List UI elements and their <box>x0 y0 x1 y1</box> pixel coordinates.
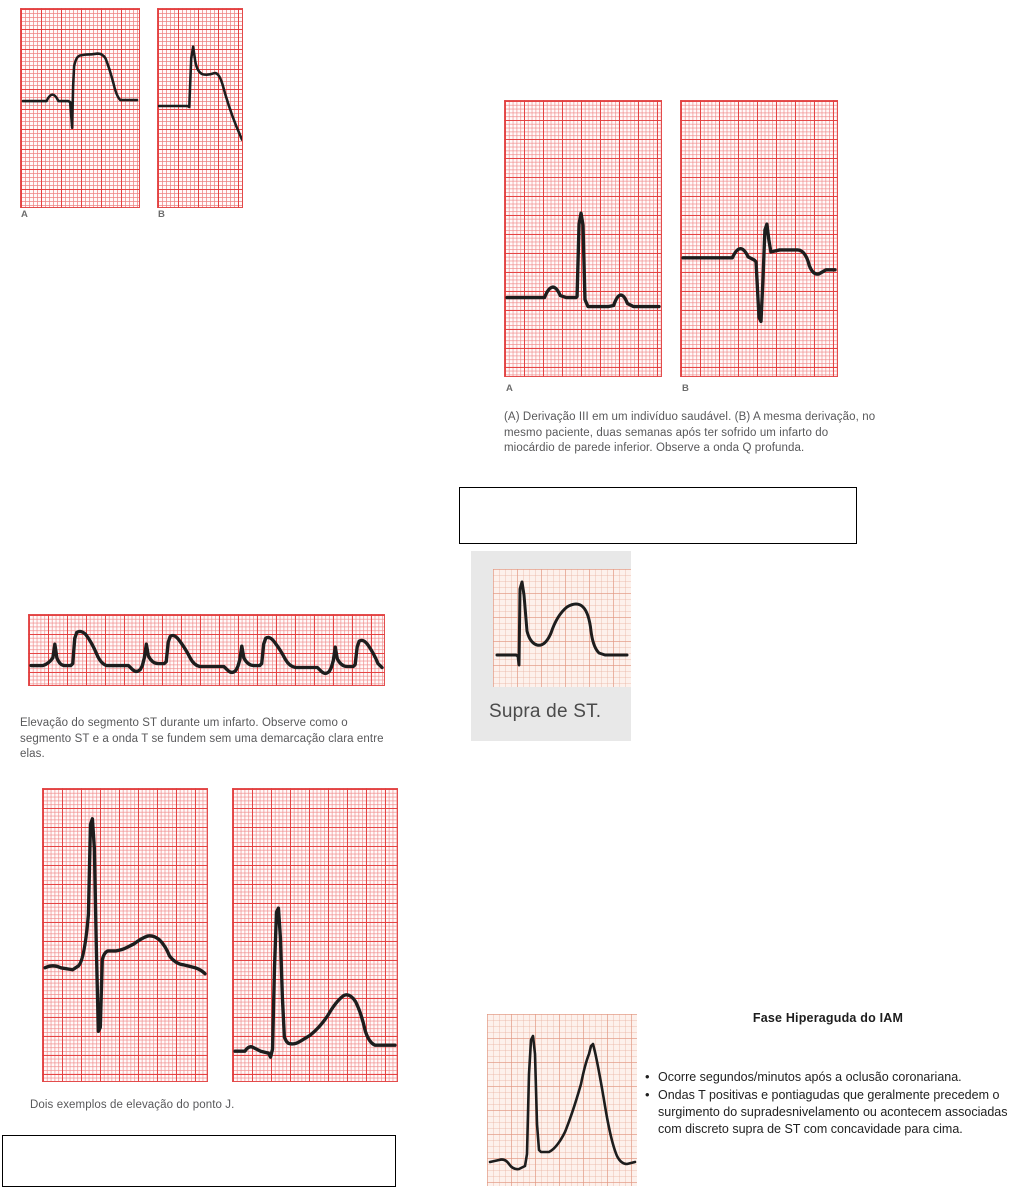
ecg-panel-top-left-a <box>20 8 140 208</box>
ecg-panel-derivacao-b <box>680 100 838 377</box>
ecg-trace-j-point-right <box>233 789 397 1081</box>
panel-letter-derivacao-a: A <box>506 383 514 394</box>
ecg-panel-j-point-right <box>232 788 398 1082</box>
hyperacute-title: Fase Hiperaguda do IAM <box>752 1011 904 1025</box>
ecg-panel-derivacao-a <box>504 100 662 377</box>
ecg-panel-j-point-left <box>42 788 208 1082</box>
ecg-trace-top-left-b <box>158 9 242 207</box>
ecg-trace-hyperacute <box>487 1014 637 1186</box>
placeholder-box-upper-right[interactable] <box>459 487 857 544</box>
ecg-trace-j-point-left <box>43 789 207 1081</box>
panel-letter-top-left-a: A <box>21 209 29 220</box>
ecg-trace-supra-de-st <box>493 569 631 687</box>
ecg-trace-st-elevation-strip <box>29 615 384 685</box>
caption-st-elevation-strip: Elevação do segmento ST durante um infarto. Observe como o segmento ST e a onda T se fundem sem uma demarcação clara entre elas. <box>20 717 384 760</box>
ecg-panel-st-elevation-strip <box>28 614 385 686</box>
ecg-panel-hyperacute <box>487 1014 637 1186</box>
ecg-trace-derivacao-a <box>505 101 661 376</box>
ecg-panel-top-left-b <box>157 8 243 208</box>
panel-letter-top-left-b: B <box>158 209 166 220</box>
placeholder-box-bottom-left[interactable] <box>2 1135 396 1187</box>
ecg-trace-derivacao-b <box>681 101 837 376</box>
ecg-trace-top-left-a <box>21 9 139 207</box>
caption-derivacao-iii: (A) Derivação III em um indivíduo saudável. (B) A mesma derivação, no mesmo paciente, duas semanas após ter sofrido um infarto do miocárdio de parede inferior. Observe a onda Q profunda. <box>504 411 876 454</box>
hyperacute-bullet-item: • Ocorre segundos/minutos após a oclusão coronariana. <box>645 1069 1015 1086</box>
hyperacute-bullet-item: • Ondas T positivas e pontiagudas que geralmente precedem o surgimento do supradesnivelamento ou acontecem associadas com discreto supra de ST com concavidade para cima. <box>645 1087 1015 1138</box>
panel-letter-derivacao-b: B <box>682 383 690 394</box>
caption-j-point: Dois exemplos de elevação do ponto J. <box>30 1099 235 1111</box>
supra-de-st-card[interactable] <box>471 551 631 741</box>
ecg-panel-supra-de-st <box>493 569 631 687</box>
supra-de-st-label: Supra de ST. <box>489 701 602 722</box>
hyperacute-bullet-list <box>645 1069 1015 1139</box>
